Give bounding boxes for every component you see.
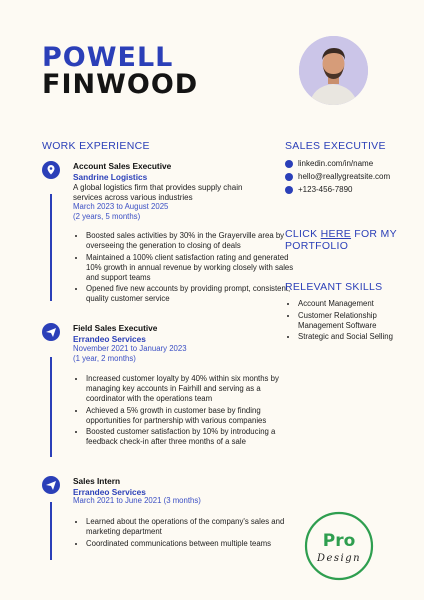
achievement-list	[72, 231, 296, 306]
portfolio-prefix: CLICK	[285, 228, 321, 240]
list-item: • Customer Relationship Management Software	[298, 311, 408, 331]
skills-list	[284, 299, 408, 344]
paper-plane-icon	[42, 476, 60, 494]
list-item: • Boosted sales activities by 30% in the Grayerville area by overseeing the generation to closing of deals	[86, 231, 296, 251]
phone-icon	[285, 186, 293, 194]
profile-photo	[299, 36, 368, 105]
sales-executive-heading: SALES EXECUTIVE	[285, 140, 386, 152]
employment-dates: November 2021 to January 2023	[73, 344, 187, 353]
job-title: Sales Intern	[73, 476, 121, 486]
company-name: Errandeo Services	[73, 487, 146, 497]
job-title: Field Sales Executive	[73, 323, 158, 333]
linkedin-contact[interactable]	[285, 159, 373, 168]
company-name: Errandeo Services	[73, 334, 146, 344]
logo-text-top: Pro	[322, 531, 356, 551]
experience-entry	[42, 476, 285, 566]
achievement-list	[72, 517, 296, 550]
company-description: A global logistics firm that provides supply chain services across various industries	[73, 183, 243, 202]
list-item: • Maintained a 100% client satisfaction rating and generated 10% growth in annual revenue by working closely with sales and support teams	[86, 253, 296, 283]
list-item: • Achieved a 5% growth in customer base by finding opportunities for partnership with various companies	[86, 406, 296, 426]
experience-entry	[42, 161, 294, 311]
paper-plane-icon	[42, 323, 60, 341]
first-name: POWELL	[42, 42, 174, 73]
logo-text-bottom: Design	[316, 553, 362, 564]
timeline-line	[50, 502, 52, 560]
portfolio-link-text	[285, 228, 405, 252]
portfolio-suffix: FOR MY PORTFOLIO	[285, 228, 397, 252]
employment-dates: March 2021 to June 2021 (3 months)	[73, 496, 201, 505]
list-item: • Strategic and Social Selling	[298, 332, 408, 342]
relevant-skills-heading: RELEVANT SKILLS	[285, 281, 383, 293]
list-item: • Increased customer loyalty by 40% within six months by managing key accounts in Fairhill and serving as a coordinator with the operations team	[86, 374, 296, 404]
timeline-line	[50, 357, 52, 457]
linkedin-text: linkedin.com/in/name	[298, 159, 374, 168]
job-title: Account Sales Executive	[73, 161, 172, 171]
last-name: FINWOOD	[42, 69, 199, 100]
list-item: • Learned about the operations of the company's sales and marketing department	[86, 517, 296, 537]
achievement-list	[72, 374, 296, 449]
list-item: • Boosted customer satisfaction by 10% by introducing a feedback check-in after three months of a sale	[86, 427, 296, 447]
email-text: hello@reallygreatsite.com	[298, 172, 391, 181]
list-item: • Account Management	[298, 299, 408, 309]
phone-text: +123-456-7890	[298, 185, 353, 194]
candidate-name	[42, 44, 198, 98]
location-pin-icon	[42, 161, 60, 179]
list-item: • Coordinated communications between multiple teams	[86, 539, 296, 549]
phone-contact[interactable]	[285, 185, 353, 194]
employment-duration: (2 years, 5 months)	[73, 212, 141, 221]
employment-duration: (1 year, 2 months)	[73, 354, 136, 363]
pro-design-logo	[303, 510, 375, 582]
email-contact[interactable]	[285, 172, 390, 181]
linkedin-icon	[285, 160, 293, 168]
portfolio-link[interactable]: HERE	[320, 228, 352, 240]
experience-entry	[42, 323, 279, 463]
list-item: • Opened five new accounts by providing prompt, consistent, quality customer service	[86, 284, 296, 304]
timeline-line	[50, 194, 52, 301]
company-name: Sandrine Logistics	[73, 172, 148, 182]
employment-dates: March 2023 to August 2025	[73, 202, 169, 211]
email-icon	[285, 173, 293, 181]
work-experience-heading: WORK EXPERIENCE	[42, 140, 150, 152]
